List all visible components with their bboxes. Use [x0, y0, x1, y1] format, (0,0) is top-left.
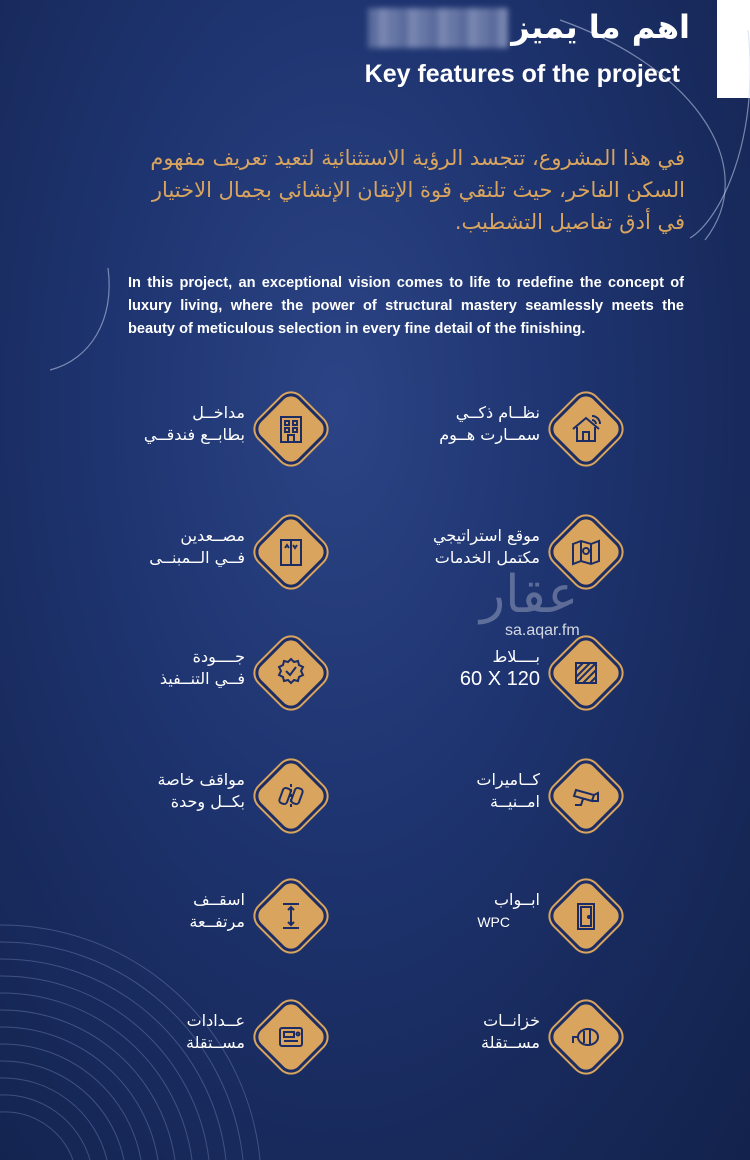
elevator-icon [260, 521, 322, 583]
intro-paragraph-english: In this project, an exceptional vision comes to life to redefine the concept of luxury living, where the power of structural mastery seamlessly meets the beauty of meticulous selection in every fine detail of the finishing. [128, 275, 684, 337]
hotel-building-icon [260, 398, 322, 460]
feature-high-ceilings: اسقــف مرتفــعة [80, 885, 380, 955]
parking-car-icon [260, 765, 322, 827]
feature-meters: عــدادات مســتقلة [80, 1006, 380, 1076]
watermark-url: sa.aqar.fm [505, 622, 580, 639]
watermark-logo: عقار [480, 565, 579, 625]
quality-badge-icon [260, 642, 322, 704]
page-title-arabic: اهم ما يميز [511, 8, 690, 46]
intro-paragraph-arabic: في هذا المشروع، تتجسد الرؤية الاستثنائية لتعيد تعريف مفهوم السكن الفاخر، حيث تلتقي قوة الإتقان الإنشائي بجمال الاختيار في أدق تفاصيل التشطيب. [150, 146, 685, 234]
feature-tiles: بــــلاط 60 X 120 [375, 642, 675, 712]
feature-smart-home: نظــام ذكــي سمــارت هــوم [375, 398, 675, 468]
water-tank-icon [555, 1006, 617, 1068]
blurred-name [368, 8, 508, 48]
feature-parking: مواقف خاصة بكــل وحدة [80, 765, 380, 835]
tiles-icon [555, 642, 617, 704]
feature-strategic-location: موقع استراتيجي مكتمل الخدمات [375, 521, 675, 591]
feature-elevators: مصــعدين فــي الــمبنــى [80, 521, 380, 591]
ceiling-height-icon [260, 885, 322, 947]
feature-quality: جــــودة فــي التنــفيذ [80, 642, 380, 712]
door-icon [555, 885, 617, 947]
smart-home-icon [555, 398, 617, 460]
meter-icon [260, 1006, 322, 1068]
white-corner-tab [717, 0, 750, 98]
feature-water-tanks: خزانــات مســتقلة [375, 1006, 675, 1076]
feature-security-cameras: كــاميرات امــنيــة [375, 765, 675, 835]
security-camera-icon [555, 765, 617, 827]
page-title-english: Key features of the project [364, 60, 680, 88]
feature-doors: ابــواب WPC [375, 885, 675, 955]
feature-hotel-entrances: مداخــل بطابــع فندقــي [80, 398, 380, 468]
